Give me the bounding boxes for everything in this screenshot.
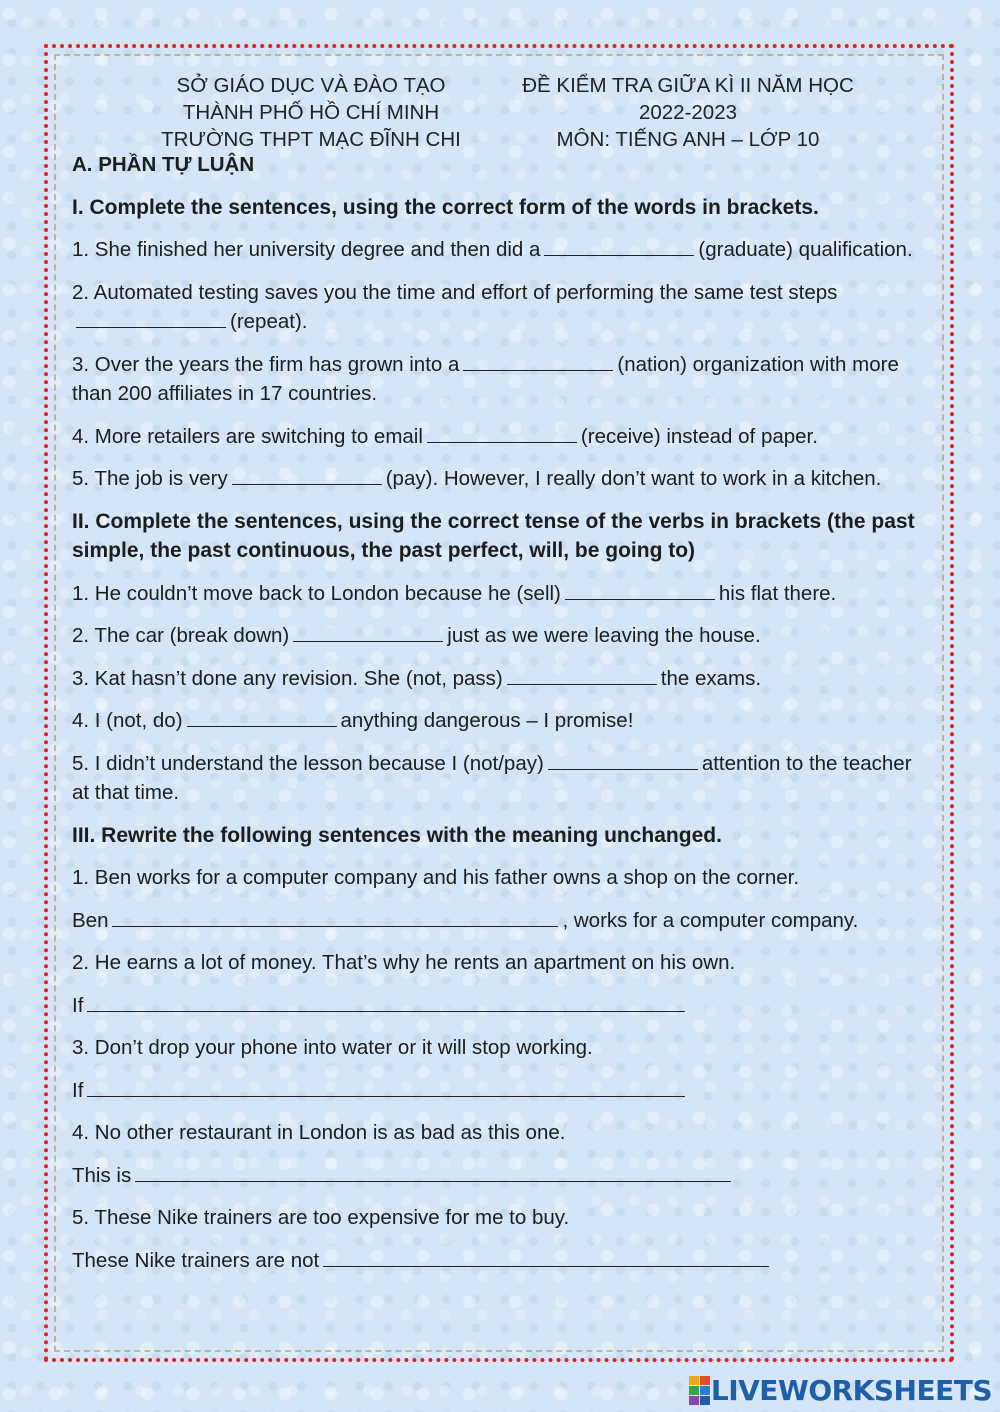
answer-blank[interactable] xyxy=(323,1249,769,1267)
part3-question-5: 5. These Nike trainers are too expensive for me to buy. xyxy=(72,1206,570,1229)
part3-title: III. Rewrite the following sentences with the meaning unchanged. xyxy=(72,823,722,847)
answer-blank[interactable] xyxy=(135,1164,731,1182)
answer-blank[interactable] xyxy=(565,582,715,600)
answer-blank[interactable] xyxy=(544,238,694,256)
part3-answer-1: Ben , works for a computer company. xyxy=(72,908,859,932)
part2-question-3: 3. Kat hasn’t done any revision. She (not, pass) the exams. xyxy=(72,666,762,690)
answer-blank[interactable] xyxy=(507,667,657,685)
header-left xyxy=(128,72,494,153)
part2-question-5: 5. I didn’t understand the lesson because I (not/pay) attention to the teacher at that time. xyxy=(72,751,912,804)
part2-question-2: 2. The car (break down) just as we were leaving the house. xyxy=(72,624,761,647)
part1-question-2: 2. Automated testing saves you the time and effort of performing the same test steps(repeat). xyxy=(72,280,838,333)
part1-title: I. Complete the sentences, using the correct form of the words in brackets. xyxy=(72,195,819,219)
worksheet-content xyxy=(72,150,932,1288)
part3-answer-5: These Nike trainers are not xyxy=(72,1246,932,1276)
part3-answer-2: If xyxy=(72,991,932,1021)
part3-answer-3: If xyxy=(72,1076,932,1106)
liveworksheets-watermark xyxy=(689,1374,992,1406)
part1-question-4: 4. More retailers are switching to email (receive) instead of paper. xyxy=(72,424,818,448)
answer-blank[interactable] xyxy=(187,709,337,727)
header-right xyxy=(492,72,884,153)
subject-grade: MÔN: TIẾNG ANH – LỚP 10 xyxy=(556,128,820,151)
answer-blank[interactable] xyxy=(293,624,443,642)
watermark-text: LIVEWORKSHEETS xyxy=(710,1373,992,1407)
part2-question-4: 4. I (not, do) anything dangerous – I promise! xyxy=(72,709,634,732)
part1-question-1: 1. She finished her university degree and then did a (graduate) qualification. xyxy=(72,238,913,261)
answer-blank[interactable] xyxy=(463,353,613,371)
liveworksheets-logo-icon xyxy=(689,1376,709,1404)
answer-blank[interactable] xyxy=(548,752,698,770)
answer-blank[interactable] xyxy=(76,310,226,328)
exam-title: ĐỀ KIỂM TRA GIỮA KÌ II NĂM HỌC xyxy=(522,74,854,97)
part3-question-2: 2. He earns a lot of money. That’s why he rents an apartment on his own. xyxy=(72,951,736,974)
part3-question-1: 1. Ben works for a computer company and his father owns a shop on the corner. xyxy=(72,866,800,889)
department-name: SỞ GIÁO DỤC VÀ ĐÀO TẠO xyxy=(176,74,446,97)
section-a-title: A. PHẦN TỰ LUẬN xyxy=(72,153,255,176)
answer-blank[interactable] xyxy=(112,909,558,927)
answer-blank[interactable] xyxy=(427,425,577,443)
part1-question-3: 3. Over the years the firm has grown into a (nation) organization with more than 200 affiliates in 17 countries. xyxy=(72,352,899,405)
part3-answer-4: This is xyxy=(72,1161,932,1191)
answer-blank[interactable] xyxy=(87,1079,685,1097)
answer-blank[interactable] xyxy=(87,994,685,1012)
part2-title: II. Complete the sentences, using the correct tense of the verbs in brackets (the past simple, the past continuous, the past perfect, will, be going to) xyxy=(72,509,915,562)
part3-question-4: 4. No other restaurant in London is as bad as this one. xyxy=(72,1121,566,1144)
part3-question-3: 3. Don’t drop your phone into water or it will stop working. xyxy=(72,1036,593,1059)
part2-question-1: 1. He couldn’t move back to London because he (sell) his flat there. xyxy=(72,581,837,605)
city-name: THÀNH PHỐ HỒ CHÍ MINH xyxy=(182,101,440,124)
school-name: TRƯỜNG THPT MẠC ĐĨNH CHI xyxy=(161,128,461,151)
part1-question-5: 5. The job is very (pay). However, I really don’t want to work in a kitchen. xyxy=(72,467,882,490)
document-header xyxy=(0,72,1000,152)
answer-blank[interactable] xyxy=(232,467,382,485)
school-year: 2022-2023 xyxy=(638,101,738,124)
